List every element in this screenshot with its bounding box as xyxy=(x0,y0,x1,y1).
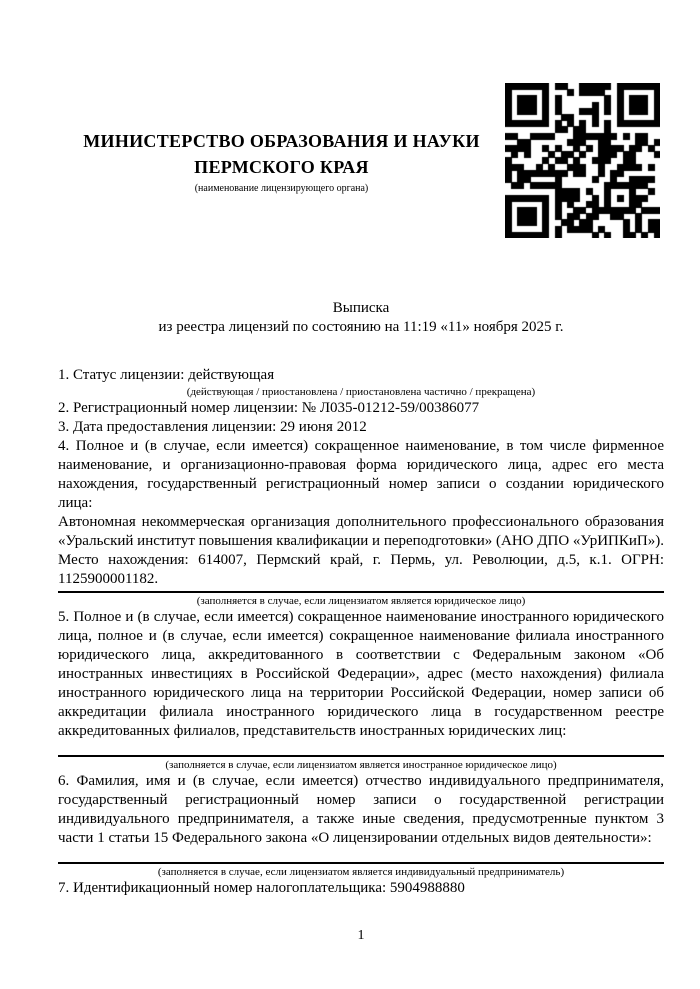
item6-question: 6. Фамилия, имя и (в случае, если имеется) отчество индивидуального предпринимателя, государственный регистрационный номер записи о государственной регистрации индивидуального предпринимателя, а также иные сведения, предусмотренные пунктом 3 части 1 статьи 15 Федерального закона «О лицензировании отдельных видов деятельности»: xyxy=(58,773,664,846)
document-title xyxy=(58,299,664,337)
item7-taxpayer-number: 7. Идентификационный номер налогоплательщика: 5904988880 xyxy=(58,880,465,896)
item4-question: 4. Полное и (в случае, если имеется) сокращенное наименование, в том числе фирменное наименование, и организационно-правовая форма юридического лица, адрес его места нахождения, государственный регистрационный номер записи о создании юридического лица: xyxy=(58,438,664,511)
item5-fill-line xyxy=(58,755,664,757)
issuing-authority-header xyxy=(58,128,505,195)
item4-caption: (заполняется в случае, если лицензиатом является юридическое лицо) xyxy=(196,595,526,607)
item5-question: 5. Полное и (в случае, если имеется) сокращенное наименование иностранного юридического лица, полное и (в случае, если имеется) сокращенное наименование филиала иностранного юридического лица, аккредитованного в соответствии с Федеральным законом «Об иностранных инвестициях в Российской Федерации», адрес (место нахождения) филиала иностранного юридического лица на территории Российской Федерации, номер записи об аккредитации филиала иностранного юридического лица в государственном реестре аккредитованных филиалов, представительств иностранных юридических лиц: xyxy=(58,609,664,739)
ministry-name-line1: МИНИСТЕРСТВО ОБРАЗОВАНИЯ И НАУКИ xyxy=(83,131,480,151)
item1-caption: (действующая / приостановлена / приостановлена частично / прекращена) xyxy=(186,386,536,398)
ministry-caption: (наименование лицензирующего органа) xyxy=(194,183,369,194)
item6-fill-line xyxy=(58,862,664,864)
item6-blank-answer xyxy=(58,848,664,860)
ministry-name-line2: ПЕРМСКОГО КРАЯ xyxy=(194,157,369,177)
item5-caption: (заполняется в случае, если лицензиатом является иностранное юридическое лицо) xyxy=(165,759,557,771)
item1-license-status: 1. Статус лицензии: действующая xyxy=(58,367,275,383)
item4-fill-line xyxy=(58,591,664,593)
item5-blank-answer xyxy=(58,741,664,753)
item3-grant-date: 3. Дата предоставления лицензии: 29 июня 2012 xyxy=(58,419,367,435)
qr-code-icon xyxy=(505,83,660,238)
item2-registration-number: 2. Регистрационный номер лицензии: № Л035-01212-59/00386077 xyxy=(58,400,480,416)
item4-answer: Автономная некоммерческая организация дополнительного профессионального образования «Уральский институт повышения квалификации и переподготовки» (АНО ДПО «УрИПКиП»). Место нахождения: 614007, Пермский край, г. Пермь, ул. Революции, д.5, к.1. ОГРН: 1125900001182. xyxy=(58,514,664,587)
document-body xyxy=(58,366,664,898)
page-number: 1 xyxy=(357,928,365,943)
item6-caption: (заполняется в случае, если лицензиатом является индивидуальный предприниматель) xyxy=(157,866,565,878)
document-title-line1: Выписка xyxy=(332,300,390,316)
document-title-line2: из реестра лицензий по состоянию на 11:19 «11» ноября 2025 г. xyxy=(158,319,564,335)
